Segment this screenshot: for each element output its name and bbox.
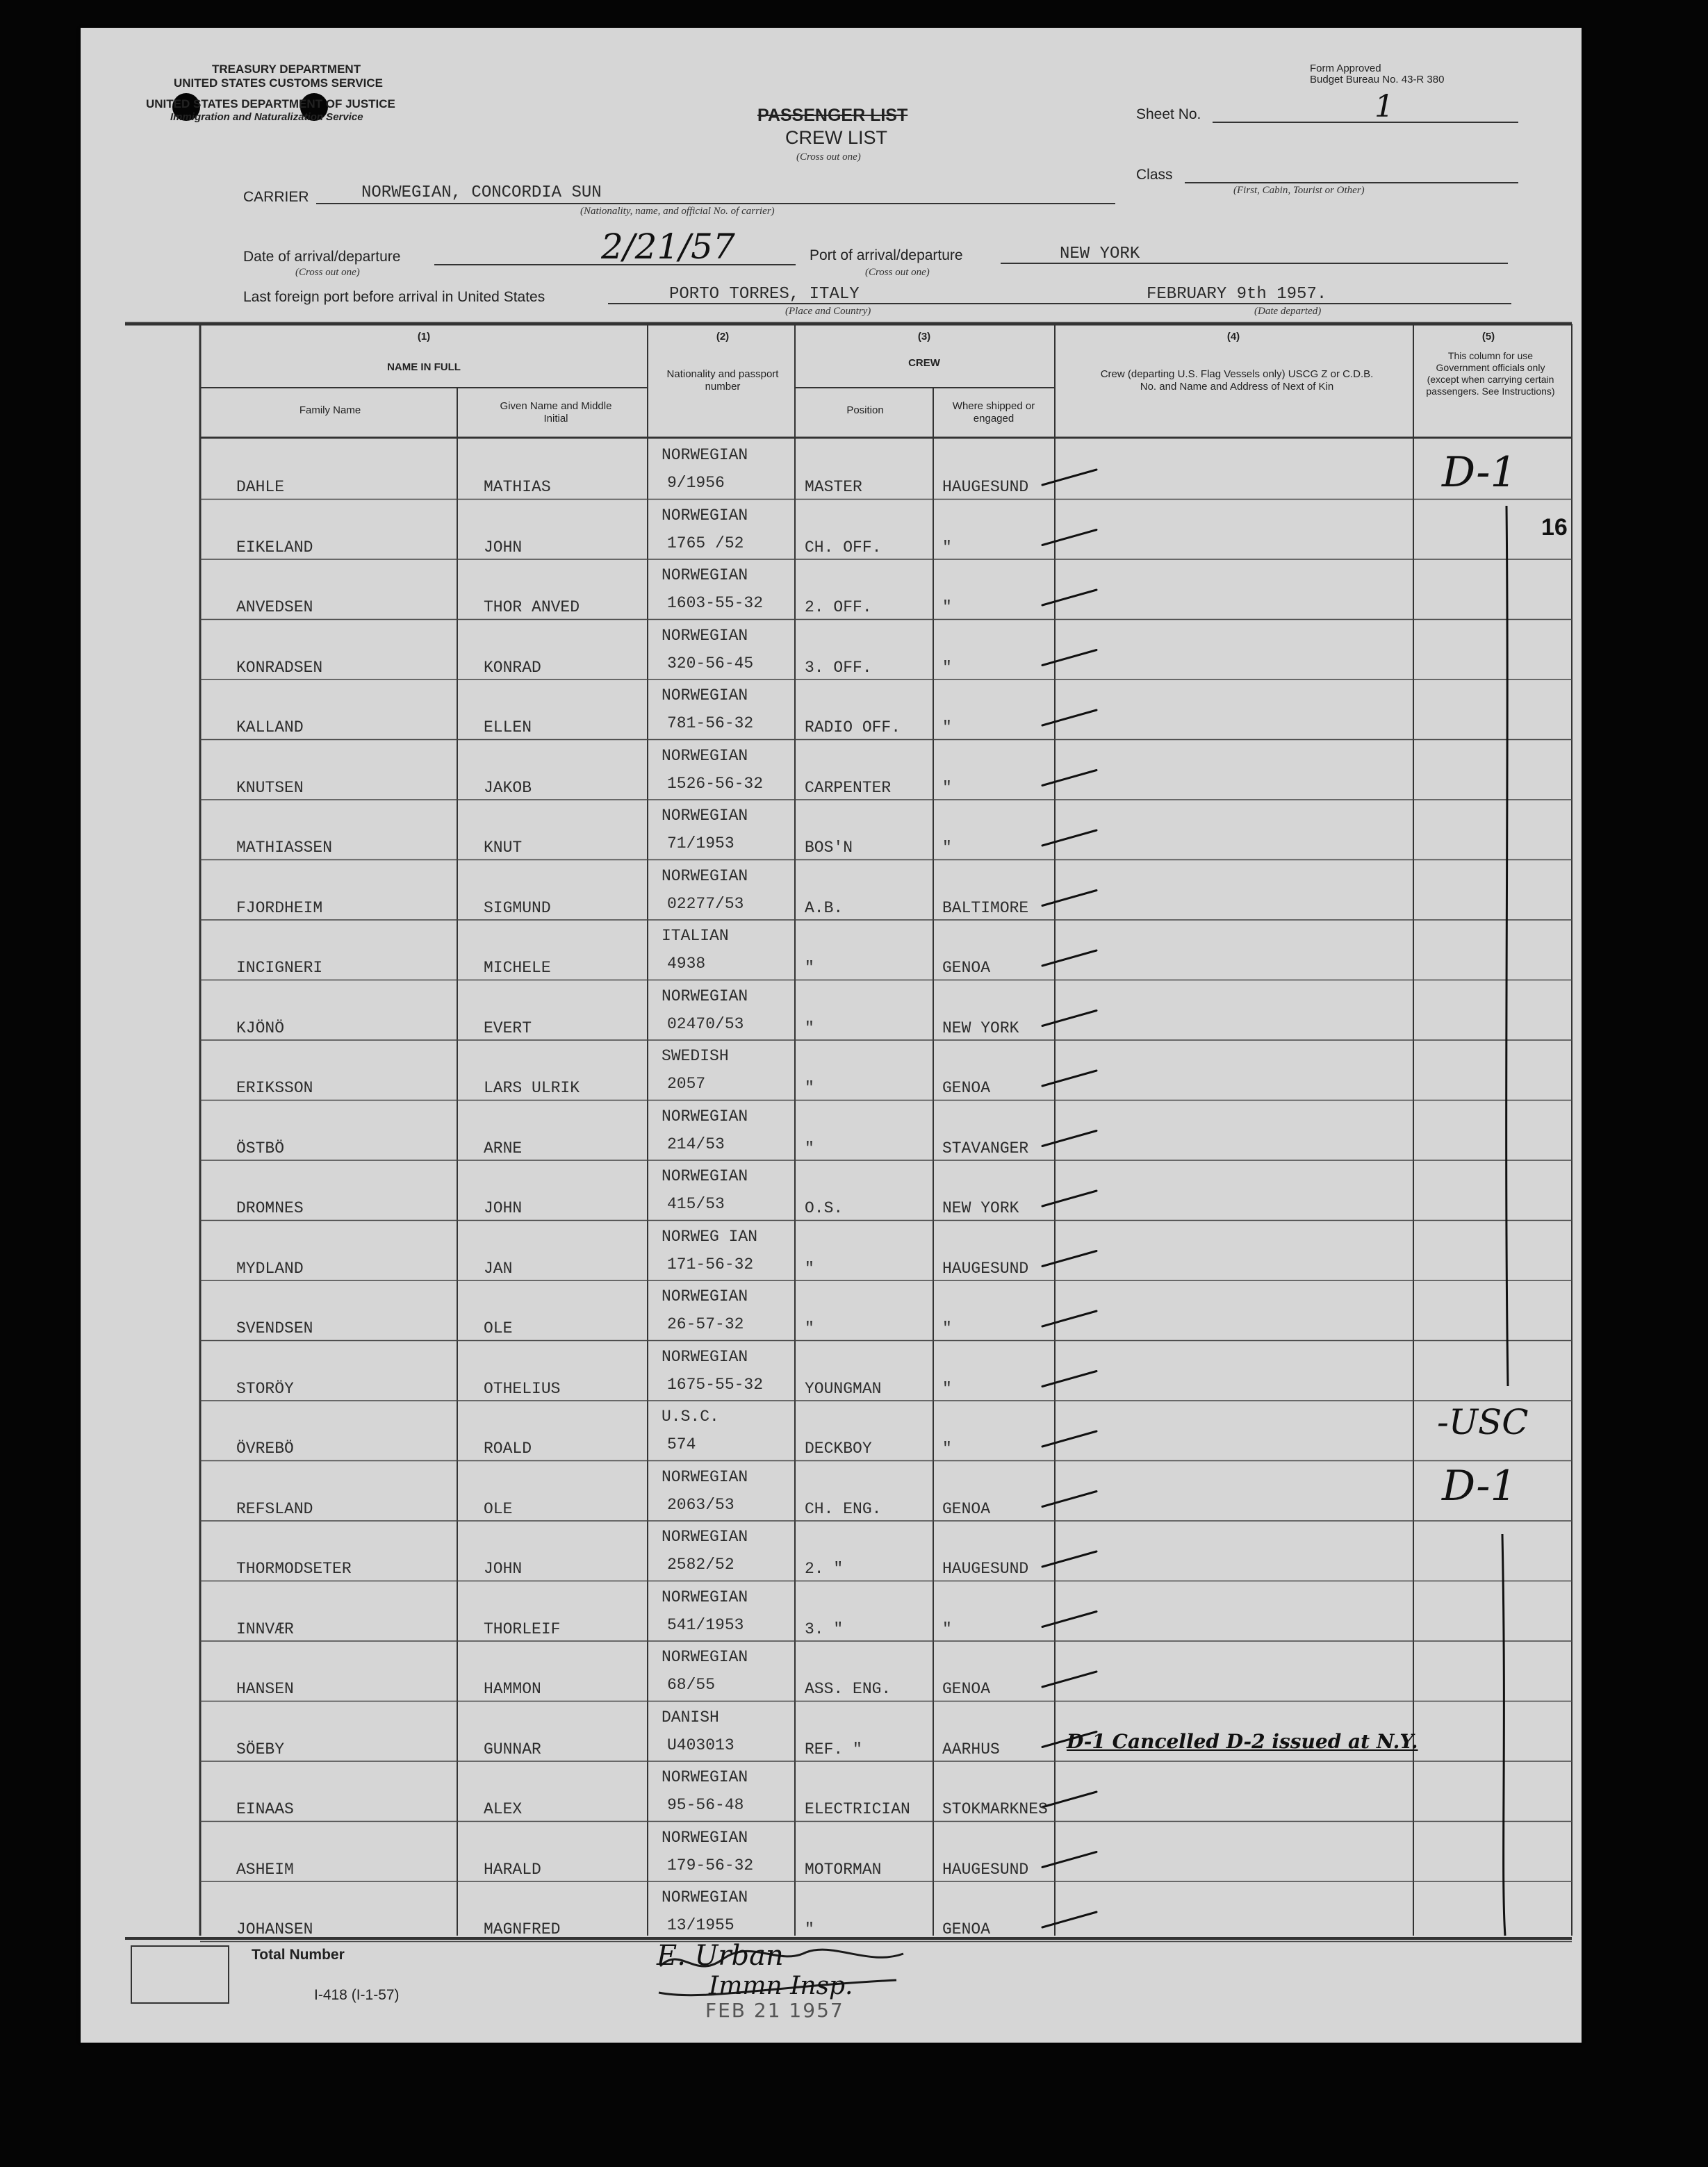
family-name-cell: KNUTSEN xyxy=(236,778,304,797)
given-name-cell: ROALD xyxy=(484,1440,532,1458)
given-name-cell: HAMMON xyxy=(484,1680,541,1698)
shipped-cell: NEW YORK xyxy=(942,1199,1019,1217)
position-cell: " xyxy=(805,959,814,977)
col2-number: (2) xyxy=(716,331,730,343)
table-row xyxy=(200,1822,1572,1882)
position-cell: 3. OFF. xyxy=(805,658,872,677)
given-name-cell: HARALD xyxy=(484,1860,541,1879)
port-hint: (Cross out one) xyxy=(865,267,930,278)
crew-list-title: CREW LIST xyxy=(785,127,888,148)
passport-cell: 2582/52 xyxy=(667,1556,734,1574)
table-row xyxy=(200,1341,1572,1401)
date-hint: (Cross out one) xyxy=(295,267,360,278)
family-name-cell: SVENDSEN xyxy=(236,1319,313,1337)
position-cell: " xyxy=(805,1079,814,1097)
passport-cell: 171-56-32 xyxy=(667,1255,754,1274)
position-cell: RADIO OFF. xyxy=(805,718,901,736)
table-row xyxy=(200,1221,1572,1281)
shipped-cell: GENOA xyxy=(942,1920,991,1938)
family-name-cell: DROMNES xyxy=(236,1199,304,1217)
port-label: Port of arrival/departure xyxy=(810,247,963,263)
col3-number: (3) xyxy=(917,331,931,343)
given-name-cell: ALEX xyxy=(484,1800,523,1818)
passport-cell: 2063/53 xyxy=(667,1495,734,1514)
table-row xyxy=(200,1401,1572,1461)
carrier-hint: (Nationality, name, and official No. of carrier) xyxy=(580,206,775,217)
family-name-cell: KONRADSEN xyxy=(236,658,323,677)
date-label: Date of arrival/departure xyxy=(243,249,401,265)
passport-cell: 26-57-32 xyxy=(667,1315,744,1333)
position-cell: REF. " xyxy=(805,1740,862,1758)
given-name-cell: THOR ANVED xyxy=(484,598,580,616)
passport-cell: 95-56-48 xyxy=(667,1796,744,1814)
margin-number: 16 xyxy=(1541,514,1568,541)
position-cell: " xyxy=(805,1920,814,1938)
shipped-cell: GENOA xyxy=(942,1680,991,1698)
nationality-cell: NORWEGIAN xyxy=(662,1828,748,1847)
position-cell: 3. " xyxy=(805,1620,844,1638)
given-name-cell: THORLEIF xyxy=(484,1620,561,1638)
position-cell: " xyxy=(805,1139,814,1157)
shipped-cell: GENOA xyxy=(942,959,991,977)
shipped-cell: " xyxy=(942,718,952,736)
passport-cell: 1675-55-32 xyxy=(667,1375,764,1394)
family-name-cell: JOHANSEN xyxy=(236,1920,313,1938)
given-name-cell: JAKOB xyxy=(484,778,532,797)
shipped-cell: HAUGESUND xyxy=(942,1860,1029,1879)
shipped-cell: GENOA xyxy=(942,1079,991,1097)
table-row xyxy=(200,1040,1572,1101)
nationality-cell: NORWEGIAN xyxy=(662,566,748,584)
nationality-cell: NORWEGIAN xyxy=(662,1287,748,1305)
nationality-cell: NORWEGIAN xyxy=(662,746,748,765)
given-name-cell: SIGMUND xyxy=(484,898,551,917)
shipped-cell: " xyxy=(942,1440,952,1458)
given-name-cell: OTHELIUS xyxy=(484,1379,561,1398)
passenger-list-title: PASSENGER LIST xyxy=(757,106,908,125)
received-stamp: FEB 21 1957 xyxy=(705,1999,844,2022)
shipped-cell: HAUGESUND xyxy=(942,1560,1029,1578)
passport-cell: 179-56-32 xyxy=(667,1856,754,1875)
table-row xyxy=(200,800,1572,860)
passport-cell: 574 xyxy=(667,1435,696,1453)
col3a-title: Position xyxy=(846,404,884,416)
last-port-hint: (Place and Country) xyxy=(785,306,871,317)
position-cell: O.S. xyxy=(805,1199,844,1217)
annotation-usc: -USC xyxy=(1437,1402,1529,1442)
shipped-cell: HAUGESUND xyxy=(942,478,1029,496)
given-name-cell: JOHN xyxy=(484,538,523,557)
signature: E. Urban xyxy=(657,1940,784,1972)
nationality-cell: NORWEG IAN xyxy=(662,1227,758,1246)
col1-title: NAME IN FULL xyxy=(387,361,461,373)
nationality-cell: NORWEGIAN xyxy=(662,626,748,645)
position-cell: CARPENTER xyxy=(805,778,892,797)
table-row xyxy=(200,1761,1572,1822)
nationality-cell: NORWEGIAN xyxy=(662,807,748,825)
given-name-cell: ELLEN xyxy=(484,718,532,736)
position-cell: BOS'N xyxy=(805,839,853,857)
position-cell: 2. OFF. xyxy=(805,598,872,616)
passport-cell: 781-56-32 xyxy=(667,714,754,732)
position-cell: MASTER xyxy=(805,478,862,496)
dept-line-4: Immigration and Naturalization Service xyxy=(170,111,363,123)
passport-cell: 2057 xyxy=(667,1075,706,1093)
position-cell: CH. OFF. xyxy=(805,538,882,557)
family-name-cell: INCIGNERI xyxy=(236,959,323,977)
family-name-cell: ÖVREBÖ xyxy=(236,1440,294,1458)
carrier-value: NORWEGIAN, CONCORDIA SUN xyxy=(361,183,602,202)
table-row xyxy=(200,620,1572,680)
shipped-cell: " xyxy=(942,598,952,616)
shipped-cell: " xyxy=(942,1319,952,1337)
family-name-cell: ANVEDSEN xyxy=(236,598,313,616)
position-cell: A.B. xyxy=(805,898,844,917)
passport-cell: 541/1953 xyxy=(667,1615,744,1634)
nationality-cell: NORWEGIAN xyxy=(662,1347,748,1366)
total-number-box xyxy=(131,1945,229,2004)
port-value: NEW YORK xyxy=(1060,245,1140,263)
dept-line-1: TREASURY DEPARTMENT xyxy=(212,63,361,76)
col2-title: Nationality and passport number xyxy=(666,368,779,393)
family-name-cell: THORMODSETER xyxy=(236,1560,352,1578)
nationality-cell: NORWEGIAN xyxy=(662,506,748,525)
passport-cell: 4938 xyxy=(667,955,706,973)
table-row xyxy=(200,1581,1572,1642)
class-hint: (First, Cabin, Tourist or Other) xyxy=(1233,185,1365,196)
family-name-cell: HANSEN xyxy=(236,1680,294,1698)
table-row xyxy=(200,980,1572,1041)
annotation-d1-mid: D-1 xyxy=(1442,1462,1517,1510)
table-row xyxy=(200,860,1572,921)
family-name-cell: MYDLAND xyxy=(236,1259,304,1278)
nationality-cell: NORWEGIAN xyxy=(662,1648,748,1666)
position-cell: " xyxy=(805,1319,814,1337)
passport-cell: 415/53 xyxy=(667,1195,725,1213)
table-row xyxy=(200,1461,1572,1522)
carrier-label: CARRIER xyxy=(243,189,309,205)
given-name-cell: KONRAD xyxy=(484,658,541,677)
shipped-cell: " xyxy=(942,538,952,557)
departed-value: FEBRUARY 9th 1957. xyxy=(1147,285,1327,304)
nationality-cell: NORWEGIAN xyxy=(662,1467,748,1486)
col4-title: Crew (departing U.S. Flag Vessels only) USCG Z or C.D.B. No. and Name and Address of Next of Kin xyxy=(1100,368,1374,393)
position-cell: ASS. ENG. xyxy=(805,1680,892,1698)
family-name-cell: ASHEIM xyxy=(236,1860,294,1879)
passport-cell: 1765 /52 xyxy=(667,534,744,552)
form-number: I-418 (I-1-57) xyxy=(314,1987,400,2003)
dept-line-3: UNITED STATES DEPARTMENT OF JUSTICE xyxy=(146,97,395,110)
shipped-cell: BALTIMORE xyxy=(942,898,1029,917)
col4-number: (4) xyxy=(1226,331,1240,343)
col3b-title: Where shipped or engaged xyxy=(952,400,1035,425)
given-name-cell: MAGNFRED xyxy=(484,1920,561,1938)
passport-cell: 9/1956 xyxy=(667,474,725,492)
shipped-cell: " xyxy=(942,1379,952,1398)
table-row xyxy=(200,1641,1572,1702)
table-row xyxy=(200,1101,1572,1161)
table-row xyxy=(200,920,1572,980)
family-name-cell: EINAAS xyxy=(236,1800,294,1818)
nationality-cell: NORWEGIAN xyxy=(662,1167,748,1185)
passport-cell: 13/1955 xyxy=(667,1916,734,1934)
col5-number: (5) xyxy=(1481,331,1495,343)
sheet-label: Sheet No. xyxy=(1136,106,1201,122)
table-row xyxy=(200,740,1572,800)
given-name-cell: JAN xyxy=(484,1259,513,1278)
shipped-cell: NEW YORK xyxy=(942,1019,1019,1037)
position-cell: CH. ENG. xyxy=(805,1499,882,1518)
shipped-cell: STAVANGER xyxy=(942,1139,1029,1157)
total-label: Total Number xyxy=(252,1947,345,1963)
inspector-title: Immn Insp. xyxy=(709,1972,853,2000)
last-port-label: Last foreign port before arrival in United States xyxy=(243,289,545,305)
table-row xyxy=(200,1521,1572,1581)
passport-cell: 02277/53 xyxy=(667,894,744,913)
nationality-cell: NORWEGIAN xyxy=(662,686,748,705)
given-name-cell: ARNE xyxy=(484,1139,523,1157)
sheet-number: 1 xyxy=(1374,89,1394,124)
cross-out-hint: (Cross out one) xyxy=(796,151,861,163)
last-port-value: PORTO TORRES, ITALY xyxy=(669,285,860,304)
family-name-cell: FJORDHEIM xyxy=(236,898,323,917)
shipped-cell: GENOA xyxy=(942,1499,991,1518)
given-name-cell: GUNNAR xyxy=(484,1740,541,1758)
passport-cell: 68/55 xyxy=(667,1676,716,1694)
shipped-cell: " xyxy=(942,1620,952,1638)
given-name-cell: JOHN xyxy=(484,1560,523,1578)
shipped-cell: " xyxy=(942,839,952,857)
nationality-cell: NORWEGIAN xyxy=(662,987,748,1005)
col1-number: (1) xyxy=(417,331,431,343)
family-name-cell: ÖSTBÖ xyxy=(236,1139,285,1157)
passport-cell: 214/53 xyxy=(667,1135,725,1153)
position-cell: " xyxy=(805,1259,814,1278)
family-name-cell: STORÖY xyxy=(236,1379,294,1398)
nationality-cell: ITALIAN xyxy=(662,927,729,945)
passport-cell: 71/1953 xyxy=(667,834,734,852)
nationality-cell: NORWEGIAN xyxy=(662,866,748,885)
table-row xyxy=(200,439,1572,500)
shipped-cell: STOKMARKNES xyxy=(942,1800,1048,1818)
position-cell: " xyxy=(805,1019,814,1037)
given-name-cell: OLE xyxy=(484,1319,513,1337)
date-value: 2/21/57 xyxy=(601,226,735,267)
nationality-cell: NORWEGIAN xyxy=(662,1107,748,1126)
given-name-cell: LARS ULRIK xyxy=(484,1079,580,1097)
position-cell: YOUNGMAN xyxy=(805,1379,882,1398)
nationality-cell: NORWEGIAN xyxy=(662,1888,748,1906)
table-row xyxy=(200,679,1572,740)
nationality-cell: SWEDISH xyxy=(662,1047,729,1065)
nationality-cell: NORWEGIAN xyxy=(662,1528,748,1546)
departed-hint: (Date departed) xyxy=(1254,306,1322,317)
table-row xyxy=(200,559,1572,620)
family-name-cell: DAHLE xyxy=(236,478,285,496)
position-cell: MOTORMAN xyxy=(805,1860,882,1879)
passport-cell: 1526-56-32 xyxy=(667,774,764,793)
table-row xyxy=(200,1881,1572,1942)
table-row xyxy=(200,1280,1572,1341)
col1b-title: Given Name and Middle Initial xyxy=(500,400,612,425)
position-cell: ELECTRICIAN xyxy=(805,1800,910,1818)
given-name-cell: MATHIAS xyxy=(484,478,551,496)
annotation-note: D-1 Cancelled D-2 issued at N.Y. xyxy=(1067,1730,1418,1753)
given-name-cell: OLE xyxy=(484,1499,513,1518)
shipped-cell: HAUGESUND xyxy=(942,1259,1029,1278)
passport-cell: 1603-55-32 xyxy=(667,594,764,612)
family-name-cell: ERIKSSON xyxy=(236,1079,313,1097)
table-row xyxy=(200,500,1572,560)
given-name-cell: EVERT xyxy=(484,1019,532,1037)
form-approved: Form Approved xyxy=(1310,63,1381,74)
family-name-cell: SÖEBY xyxy=(236,1740,285,1758)
given-name-cell: JOHN xyxy=(484,1199,523,1217)
family-name-cell: REFSLAND xyxy=(236,1499,313,1518)
dept-line-2: UNITED STATES CUSTOMS SERVICE xyxy=(174,76,384,90)
nationality-cell: NORWEGIAN xyxy=(662,446,748,464)
position-cell: 2. " xyxy=(805,1560,844,1578)
family-name-cell: KALLAND xyxy=(236,718,304,736)
col3-title: CREW xyxy=(908,357,940,369)
shipped-cell: " xyxy=(942,658,952,677)
table-row xyxy=(200,1160,1572,1221)
position-cell: DECKBOY xyxy=(805,1440,872,1458)
family-name-cell: KJÖNÖ xyxy=(236,1019,285,1037)
given-name-cell: MICHELE xyxy=(484,959,551,977)
nationality-cell: NORWEGIAN xyxy=(662,1588,748,1606)
passport-cell: 320-56-45 xyxy=(667,654,754,673)
col1a-title: Family Name xyxy=(299,404,361,416)
budget-bureau: Budget Bureau No. 43-R 380 xyxy=(1310,74,1445,85)
nationality-cell: DANISH xyxy=(662,1708,719,1727)
class-label: Class xyxy=(1136,167,1173,183)
passport-cell: U403013 xyxy=(667,1736,734,1754)
nationality-cell: NORWEGIAN xyxy=(662,1768,748,1786)
passport-cell: 02470/53 xyxy=(667,1014,744,1033)
shipped-cell: AARHUS xyxy=(942,1740,1000,1758)
shipped-cell: " xyxy=(942,778,952,797)
family-name-cell: INNVÆR xyxy=(236,1620,294,1638)
given-name-cell: KNUT xyxy=(484,839,523,857)
family-name-cell: EIKELAND xyxy=(236,538,313,557)
nationality-cell: U.S.C. xyxy=(662,1408,719,1426)
annotation-d1-top: D-1 xyxy=(1442,448,1517,497)
family-name-cell: MATHIASSEN xyxy=(236,839,333,857)
col5-title: This column for use Government officials only (except when carrying certain passengers. See Instructions) xyxy=(1426,350,1555,397)
